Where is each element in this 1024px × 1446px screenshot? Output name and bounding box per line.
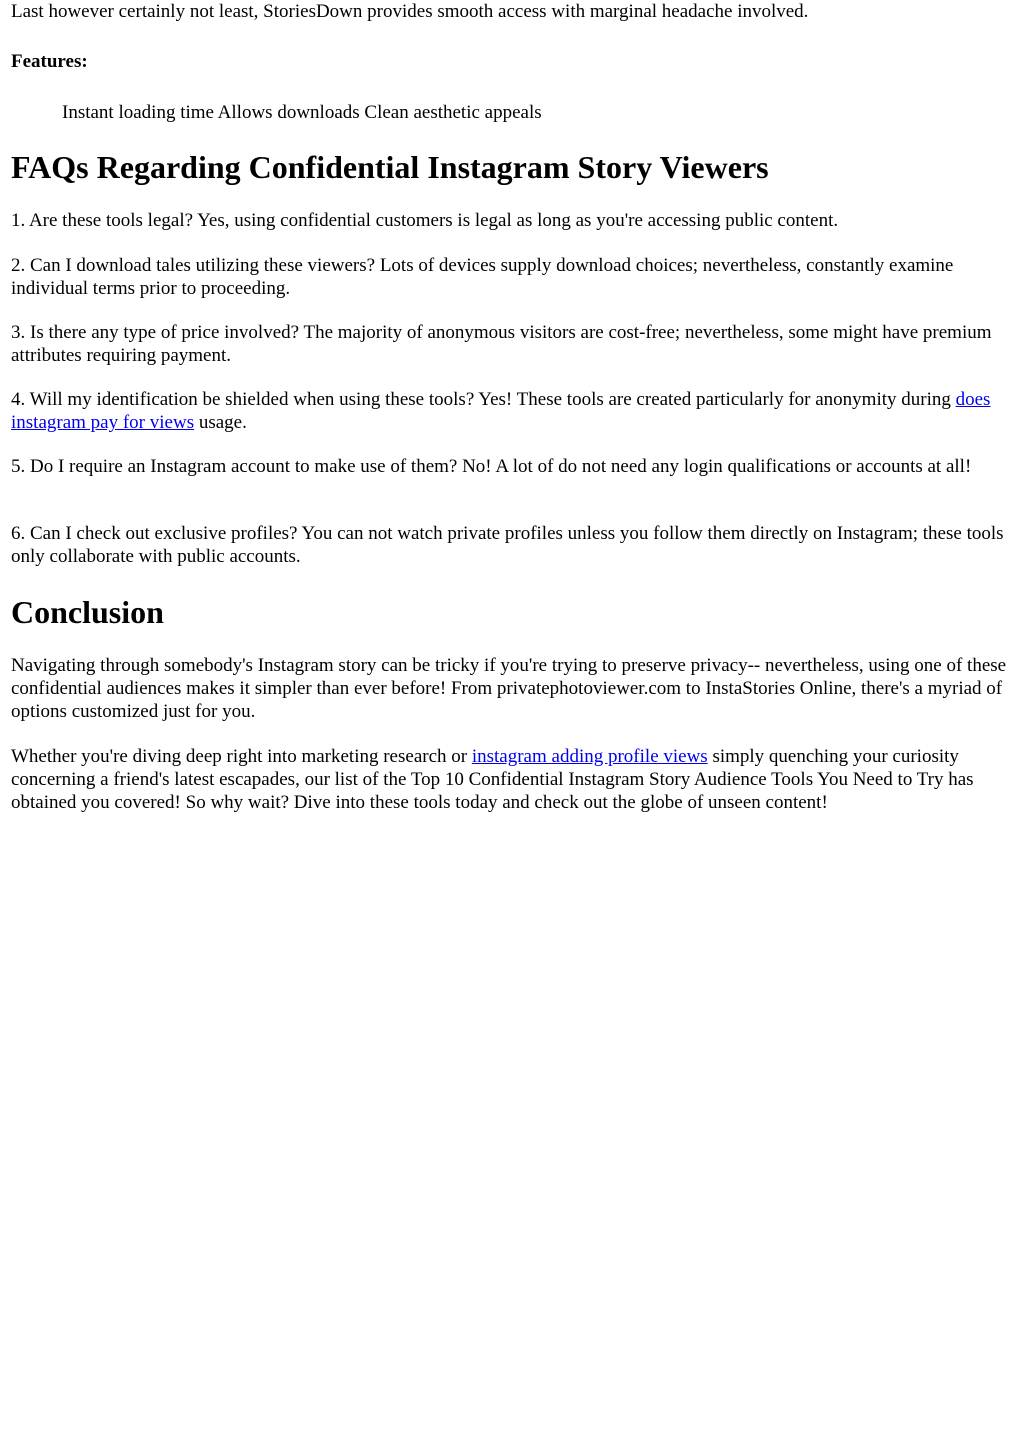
faq-item-2: 2. Can I download tales utilizing these viewers? Lots of devices supply download choices; nevertheless, constantly examine individual terms prior to proceeding. [11, 255, 954, 299]
features-list: Instant loading time Allows downloads Clean aesthetic appeals [62, 102, 542, 123]
conclusion-paragraph-2-text-before: Whether you're diving deep right into marketing research or [11, 746, 472, 767]
faq-item-5: 5. Do I require an Instagram account to make use of them? No! A lot of do not need any login qualifications or accounts at all! [11, 456, 972, 477]
conclusion-paragraph-2 [11, 745, 1013, 814]
does-instagram-pay-for-views-link[interactable]: does instagram pay for views [11, 389, 991, 433]
features-label: Features: [11, 51, 88, 72]
conclusion-heading: Conclusion [11, 594, 164, 630]
instagram-adding-profile-views-link[interactable]: instagram adding profile views [471, 746, 708, 767]
faq-item-6: 6. Can I check out exclusive profiles? You can not watch private profiles unless you follow them directly on Instagram; these tools only collaborate with public accounts. [11, 523, 1004, 567]
faq-item-4-text-after: usage. [194, 412, 247, 433]
faq-heading: FAQs Regarding Confidential Instagram Story Viewers [11, 149, 769, 185]
conclusion-paragraph-1: Navigating through somebody's Instagram story can be tricky if you're trying to preserve privacy-- nevertheless, using one of these confidential audiences makes it simpler than ever before! From privatephotoviewer.com to InstaStories Online, there's a myriad of options customized just for you. [11, 655, 1007, 722]
faq-item-1: 1. Are these tools legal? Yes, using confidential customers is legal as long as you're accessing public content. [11, 210, 839, 231]
faq-item-4 [11, 388, 1013, 434]
faq-item-3: 3. Is there any type of price involved? The majority of anonymous visitors are cost-free; nevertheless, some might have premium attributes requiring payment. [11, 322, 992, 366]
faq-item-4-text-before: 4. Will my identification be shielded when using these tools? Yes! These tools are created particularly for anonymity during [11, 389, 956, 410]
intro-paragraph: Last however certainly not least, StoriesDown provides smooth access with marginal headache involved. [11, 1, 809, 22]
conclusion-paragraph-2-text-after: simply quenching your curiosity concerning a friend's latest escapades, our list of the Top 10 Confidential Instagram Story Audience Tools You Need to Try has obtained you covered! So why wait? Dive into these tools today and check out the globe of unseen content! [11, 746, 974, 813]
